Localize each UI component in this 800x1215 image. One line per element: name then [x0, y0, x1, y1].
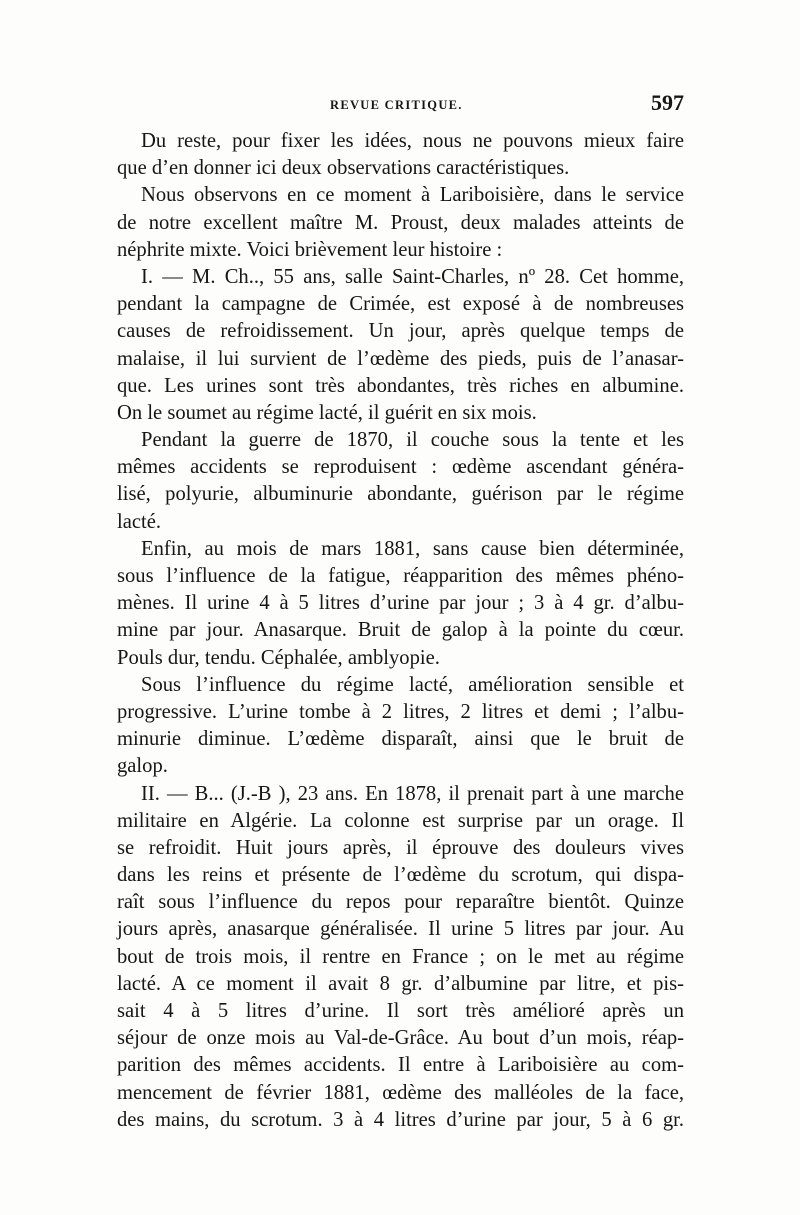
- text-line: mènes. Il urine 4 à 5 litres d’urine par jour ; 3 à 4 gr. d’albu-: [117, 592, 684, 615]
- text-line: jours après, anasarque généralisée. Il urine 5 litres par jour. Au: [117, 918, 684, 941]
- text-line: mine par jour. Anasarque. Bruit de galop à la pointe du cœur.: [117, 619, 684, 642]
- text-line: mencement de février 1881, œdème des malléoles de la face,: [117, 1081, 684, 1104]
- text-line: raît sous l’influence du repos pour reparaître bientôt. Quinze: [117, 891, 684, 914]
- text-line: causes de refroidissement. Un jour, après quelque temps de: [117, 320, 684, 343]
- text-line: mêmes accidents se reproduisent : œdème ascendant généra-: [117, 456, 684, 479]
- text-line: progressive. L’urine tombe à 2 litres, 2 litres et demi ; l’albu-: [117, 700, 684, 723]
- text-line: bout de trois mois, il rentre en France ; on le met au régime: [117, 945, 684, 968]
- text-line: sait 4 à 5 litres d’urine. Il sort très amélioré après un: [117, 1000, 684, 1022]
- text-line: I. — M. Ch.., 55 ans, salle Saint-Charles, nº 28. Cet homme,: [141, 265, 684, 288]
- running-head: [117, 90, 684, 118]
- text-line: parition des mêmes accidents. Il entre à Lariboisière au com-: [117, 1054, 684, 1077]
- text-line: Nous observons en ce moment à Lariboisière, dans le service: [141, 184, 684, 207]
- text-line: néphrite mixte. Voici brièvement leur histoire :: [117, 238, 503, 261]
- text-line: que d’en donner ici deux observations caractéristiques.: [117, 157, 570, 180]
- text-line: pendant la campagne de Crimée, est exposé à de nombreuses: [117, 293, 684, 316]
- text-line: Enfin, au mois de mars 1881, sans cause bien déterminée,: [141, 537, 684, 560]
- text-line: lacté.: [117, 510, 162, 533]
- body-text: [117, 128, 684, 1134]
- text-line: Pouls dur, tendu. Céphalée, amblyopie.: [117, 646, 440, 669]
- text-line: sous l’influence de la fatigue, réapparition des mêmes phéno-: [117, 565, 684, 587]
- text-line: lacté. A ce moment il avait 8 gr. d’albumine par litre, et pis-: [117, 972, 684, 995]
- text-line: malaise, il lui survient de l’œdème des pieds, puis de l’anasar-: [117, 347, 684, 370]
- text-line: minurie diminue. L’œdème disparaît, ainsi que le bruit de: [117, 728, 684, 751]
- text-line: séjour de onze mois au Val-de-Grâce. Au bout d’un mois, réap-: [117, 1027, 684, 1050]
- text-line: Sous l’influence du régime lacté, amélioration sensible et: [141, 673, 684, 696]
- running-title: REVUE CRITIQUE.: [330, 98, 463, 112]
- text-line: galop.: [117, 755, 168, 778]
- text-line: On le soumet au régime lacté, il guérit en six mois.: [117, 401, 537, 424]
- text-line: Du reste, pour fixer les idées, nous ne pouvons mieux faire: [141, 130, 684, 152]
- text-line: que. Les urines sont très abondantes, très riches en albumine.: [117, 374, 684, 397]
- text-line: Pendant la guerre de 1870, il couche sous la tente et les: [141, 429, 684, 452]
- text-line: militaire en Algérie. La colonne est surprise par un orage. Il: [117, 809, 684, 832]
- text-line: dans les reins et présente de l’œdème du scrotum, qui dispa-: [117, 864, 684, 887]
- text-line: des mains, du scrotum. 3 à 4 litres d’urine par jour, 5 à 6 gr.: [117, 1108, 684, 1131]
- text-line: II. — B... (J.-B ), 23 ans. En 1878, il prenait part à une marche: [141, 782, 684, 805]
- text-line: de notre excellent maître M. Proust, deux malades atteints de: [117, 211, 684, 234]
- page-number: 597: [651, 90, 684, 115]
- text-line: lisé, polyurie, albuminurie abondante, guérison par le régime: [117, 483, 684, 506]
- text-line: se refroidit. Huit jours après, il éprouve des douleurs vives: [117, 836, 684, 859]
